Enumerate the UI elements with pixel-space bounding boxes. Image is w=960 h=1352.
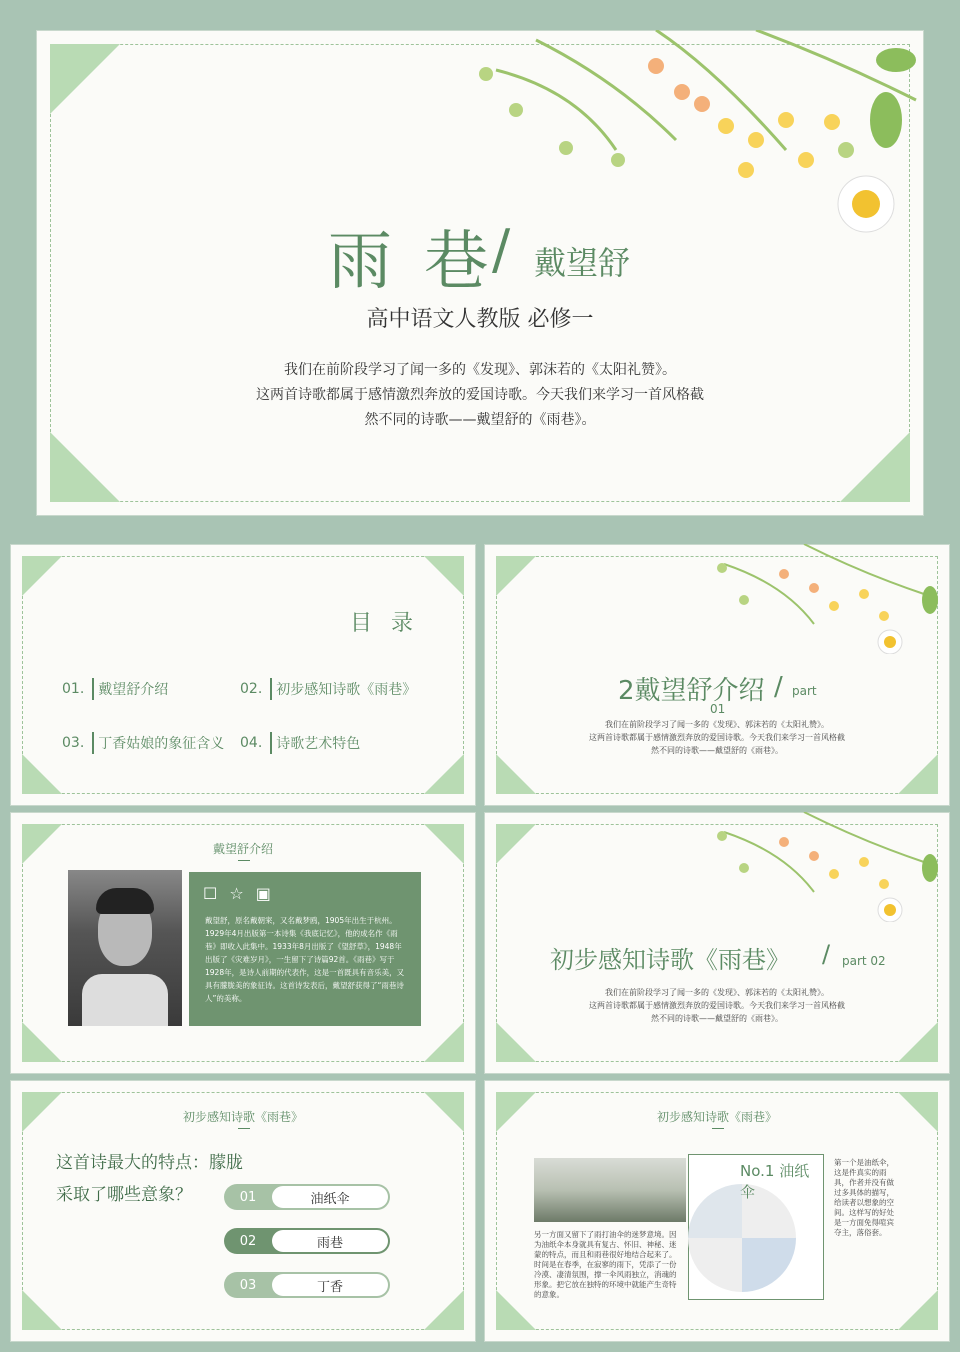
- bio-text: 戴望舒，原名戴朝宷，又名戴梦鸥，1905年出生于杭州。1929年4月出版第一本诗集《我底记忆》，他的成名作《雨巷》即收入此集中。1933年8月出版了《望舒草》，1948年出版了《灾难岁月》，一生留下了诗篇92首。《雨巷》写于1928年，是诗人前期的代表作，这是一首既具有音乐美，又具有朦胧美的象征诗。这首诗发表后，戴望舒获得了“雨巷诗人”的美称。: [205, 916, 405, 1003]
- section-slide-1[interactable]: [484, 544, 950, 806]
- corner-triangle: [424, 754, 464, 794]
- umbrella-note: 第一个是油纸伞，这是件真实的雨具，作者并没有做过多具体的描写，给读者以想象的空间。这样写的好处是一方面免得喧宾夺主，落俗套。: [834, 1158, 894, 1237]
- tv-icon: ▣: [255, 884, 271, 903]
- slide-header: 初步感知诗歌《雨巷》: [656, 1110, 777, 1124]
- part-number: 01: [710, 702, 726, 716]
- corner-triangle: [898, 754, 938, 794]
- desc-line: 然不同的诗歌——戴望舒的《雨巷》。: [651, 1014, 783, 1023]
- question-feature: 这首诗最大的特点：朦胧: [56, 1153, 243, 1173]
- corner-triangle: [50, 44, 120, 114]
- portrait-photo: [68, 870, 182, 1026]
- umbrellas-photo: [534, 1158, 686, 1222]
- corner-triangle: [50, 432, 120, 502]
- divider: [270, 678, 272, 700]
- phone-icon: ☐: [203, 884, 218, 903]
- toc-number: 02.: [240, 681, 263, 697]
- corner-triangle: [496, 754, 536, 794]
- item-label: 油纸伞: [272, 1186, 388, 1208]
- toc-title: 目 录: [350, 611, 419, 636]
- section-title: 初步感知诗歌《雨巷》: [550, 946, 790, 974]
- divider: [92, 678, 94, 700]
- bio-slide[interactable]: [10, 812, 476, 1074]
- corner-triangle: [496, 556, 536, 596]
- item-number: 03: [239, 1277, 257, 1293]
- slide-header: 初步感知诗歌《雨巷》: [182, 1110, 303, 1124]
- imagery-item-button[interactable]: [224, 1228, 390, 1254]
- part-label: part: [792, 684, 817, 698]
- section-desc: [484, 718, 950, 757]
- part-label: part 02: [842, 954, 886, 968]
- corner-triangle: [496, 1290, 536, 1330]
- toc-label: 戴望舒介绍: [98, 682, 169, 698]
- corner-triangle: [496, 824, 536, 864]
- slide-title: 雨 巷: [328, 225, 495, 299]
- title-slide[interactable]: [36, 30, 924, 516]
- toc-label: 诗歌艺术特色: [276, 736, 361, 752]
- header-underline: [712, 1128, 724, 1129]
- item-label: 丁香: [272, 1274, 388, 1296]
- corner-triangle: [424, 1022, 464, 1062]
- bio-card: [189, 872, 421, 1026]
- item-number: 01: [239, 1189, 257, 1205]
- header-underline: [238, 1128, 250, 1129]
- corner-triangle: [22, 556, 62, 596]
- divider: [92, 732, 94, 754]
- corner-triangle: [22, 1290, 62, 1330]
- umbrella-title: No.1 油纸伞: [740, 1162, 810, 1201]
- corner-triangle: [898, 1290, 938, 1330]
- flower-branch-decoration: [704, 544, 950, 654]
- intro-line: 然不同的诗歌——戴望舒的《雨巷》。: [364, 412, 596, 428]
- desc-line: 我们在前阶段学习了闻一多的《发现》、郭沫若的《太阳礼赞》。: [605, 720, 829, 729]
- section-slide-2[interactable]: [484, 812, 950, 1074]
- intro-text: [36, 358, 924, 433]
- corner-triangle: [898, 1022, 938, 1062]
- bio-icons: [203, 884, 271, 903]
- intro-line: 我们在前阶段学习了闻一多的《发现》、郭沫若的《太阳礼赞》。: [284, 362, 676, 378]
- toc-slide[interactable]: [10, 544, 476, 806]
- desc-line: 我们在前阶段学习了闻一多的《发现》、郭沫若的《太阳礼赞》。: [605, 988, 829, 997]
- divider: [270, 732, 272, 754]
- section-title: 2戴望舒介绍: [618, 676, 765, 706]
- imagery-slide[interactable]: [10, 1080, 476, 1342]
- corner-triangle: [840, 432, 910, 502]
- header-underline: [238, 860, 250, 861]
- section-slash: /: [774, 672, 783, 702]
- title-slash: /: [492, 218, 511, 281]
- umbrella-description: 另一方面又留下了雨打油伞的迷梦意境。因为油纸伞本身就具有复古、怀旧、神秘、迷蒙的特点，而且和雨巷很好地结合起来了。时间是在春季，在寂寥的雨下，凭添了一份冷漠、凄清氛围，撑一伞风雨独立，消魂的形象。把它放在独特的环境中就能产生奇特的意象。: [534, 1230, 677, 1299]
- toc-number: 03.: [62, 735, 85, 751]
- question-images: 采取了哪些意象？: [56, 1185, 192, 1205]
- corner-triangle: [424, 556, 464, 596]
- toc-number: 04.: [240, 735, 263, 751]
- toc-item[interactable]: [62, 732, 224, 754]
- toc-item[interactable]: [240, 732, 360, 754]
- toc-item[interactable]: [240, 678, 416, 700]
- subtitle: 高中语文人教版 必修一: [366, 307, 594, 332]
- corner-triangle: [22, 754, 62, 794]
- flower-branch-decoration: [704, 812, 950, 922]
- umbrella-slide[interactable]: [484, 1080, 950, 1342]
- toc-item[interactable]: [62, 678, 168, 700]
- corner-triangle: [424, 1290, 464, 1330]
- item-number: 02: [239, 1233, 257, 1249]
- section-desc: [484, 986, 950, 1025]
- item-label: 雨巷: [272, 1230, 388, 1252]
- slide-header: 戴望舒介绍: [212, 842, 273, 856]
- toc-label: 丁香姑娘的象征含义: [98, 736, 225, 752]
- intro-line: 这两首诗歌都属于感情激烈奔放的爱国诗歌。今天我们来学习一首风格截: [256, 387, 704, 403]
- toc-number: 01.: [62, 681, 85, 697]
- corner-triangle: [22, 1022, 62, 1062]
- corner-triangle: [496, 1022, 536, 1062]
- desc-line: 这两首诗歌都属于感情激烈奔放的爱国诗歌。今天我们来学习一首风格截: [589, 1001, 845, 1010]
- flower-branch-decoration: [456, 30, 924, 260]
- toc-label: 初步感知诗歌《雨巷》: [276, 682, 417, 698]
- star-icon: ☆: [229, 884, 244, 903]
- desc-line: 这两首诗歌都属于感情激烈奔放的爱国诗歌。今天我们来学习一首风格截: [589, 733, 845, 742]
- imagery-item-button[interactable]: [224, 1184, 390, 1210]
- desc-line: 然不同的诗歌——戴望舒的《雨巷》。: [651, 746, 783, 755]
- dashed-frame: [22, 556, 464, 794]
- imagery-item-button[interactable]: [224, 1272, 390, 1298]
- section-slash: /: [822, 940, 831, 968]
- author-name: 戴望舒: [534, 244, 631, 282]
